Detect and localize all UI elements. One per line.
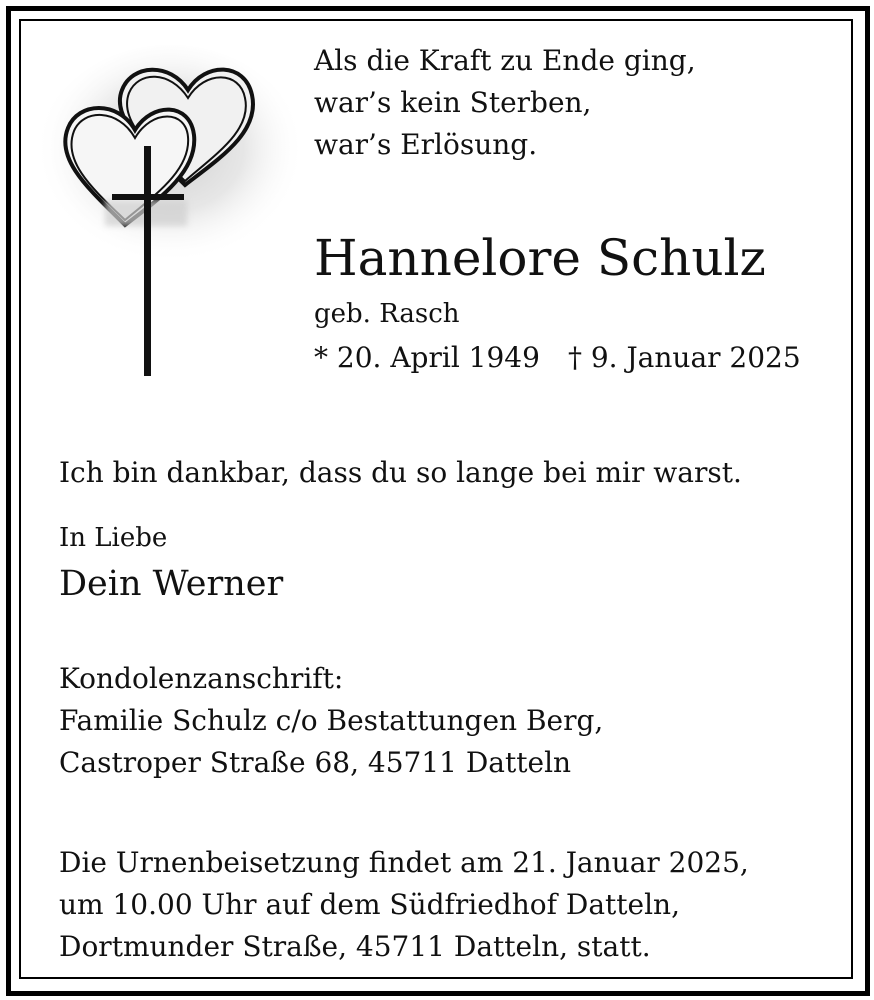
death-date: † 9. Januar 2025 — [567, 341, 801, 374]
birth-name: geb. Rasch — [314, 299, 460, 329]
address-line: Familie Schulz c/o Bestattungen Berg, — [59, 704, 604, 737]
funeral-notice — [59, 842, 749, 968]
poem-line: war’s Erlösung. — [314, 128, 538, 161]
closing-phrase: In Liebe — [59, 523, 168, 553]
poem-line: Als die Kraft zu Ende ging, — [314, 44, 696, 77]
funeral-line: um 10.00 Uhr auf dem Südfriedhof Datteln, — [59, 888, 680, 921]
poem — [314, 40, 696, 166]
signature: Dein Werner — [59, 564, 284, 604]
funeral-line: Die Urnenbeisetzung findet am 21. Januar 2025, — [59, 846, 749, 879]
address-label: Kondolenzanschrift: — [59, 662, 344, 695]
address-line: Castroper Straße 68, 45711 Datteln — [59, 746, 572, 779]
hearts-cross-emblem — [30, 40, 330, 400]
deceased-name: Hannelore Schulz — [314, 229, 766, 287]
birth-date: * 20. April 1949 — [314, 341, 540, 374]
poem-line: war’s kein Sterben, — [314, 86, 592, 119]
life-dates — [314, 338, 801, 378]
funeral-line: Dortmunder Straße, 45711 Datteln, statt. — [59, 930, 651, 963]
condolence-address — [59, 658, 603, 784]
thanks-message: Ich bin dankbar, dass du so lange bei mir warst. — [59, 456, 742, 489]
